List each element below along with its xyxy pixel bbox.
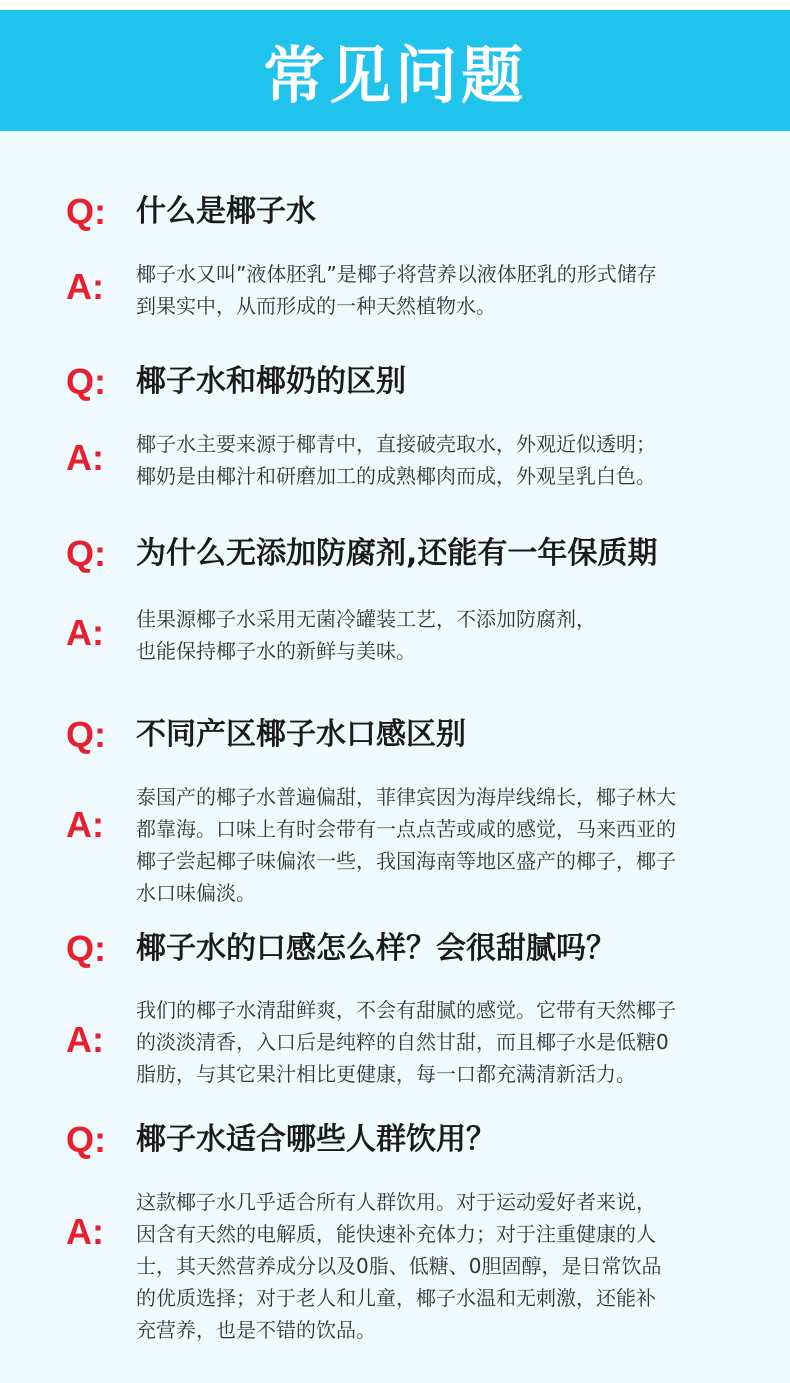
answer-line: 这款椰子水几乎适合所有人群饮用。对于运动爱好者来说， (136, 1190, 656, 1214)
answer-line: 椰奶是由椰汁和研磨加工的成熟椰肉而成，外观呈乳白色。 (136, 464, 656, 488)
answer-line: 充营养，也是不错的饮品。 (136, 1318, 376, 1342)
page-title: 常见问题 (262, 39, 527, 112)
answer-line: 椰子水主要来源于椰青中，直接破壳取水，外观近似透明； (136, 432, 656, 456)
answer-line: 椰子尝起椰子味偏浓一些，我国海南等地区盛产的椰子，椰子 (136, 849, 676, 873)
answer-text (136, 994, 736, 1090)
answer-line: 到果实中，从而形成的一种天然植物水。 (136, 294, 496, 318)
answer-line: 都靠海。口味上有时会带有一点点苦或咸的感觉，马来西亚的 (136, 817, 676, 841)
answer-text (136, 258, 736, 322)
answer-text (136, 603, 736, 667)
answer-text (136, 781, 736, 909)
answer-line: 的优质选择；对于老人和儿童，椰子水温和无刺激，还能补 (136, 1286, 656, 1310)
answer-line: 水口味偏淡。 (136, 881, 256, 905)
answer-mark: A: (66, 437, 104, 478)
question-text: 为什么无添加防腐剂,还能有一年保质期 (136, 536, 658, 571)
question-mark: Q: (66, 714, 106, 755)
question-text: 什么是椰子水 (136, 194, 316, 229)
answer-mark: A: (66, 266, 104, 307)
top-strip (0, 0, 790, 10)
question-mark: Q: (66, 533, 106, 574)
answer-line: 椰子水又叫”液体胚乳”是椰子将营养以液体胚乳的形式储存 (136, 262, 657, 286)
question-text: 不同产区椰子水口感区别 (136, 717, 466, 752)
page-header (0, 10, 790, 131)
answer-line: 的淡淡清香，入口后是纯粹的自然甘甜，而且椰子水是低糖0 (136, 1030, 669, 1054)
answer-mark: A: (66, 1211, 104, 1252)
answer-text (136, 1186, 736, 1346)
question-text: 椰子水和椰奶的区别 (136, 364, 406, 399)
answer-line: 脂肪，与其它果汁相比更健康，每一口都充满清新活力。 (136, 1062, 636, 1086)
question-mark: Q: (66, 191, 106, 232)
answer-line: 士，其天然营养成分以及0脂、低糖、0胆固醇，是日常饮品 (136, 1254, 662, 1278)
answer-mark: A: (66, 612, 104, 653)
question-mark: Q: (66, 361, 106, 402)
answer-line: 也能保持椰子水的新鲜与美味。 (136, 639, 416, 663)
answer-text (136, 428, 736, 492)
question-text: 椰子水适合哪些人群饮用？ (136, 1122, 496, 1157)
question-text: 椰子水的口感怎么样？会很甜腻吗？ (136, 931, 616, 966)
answer-mark: A: (66, 804, 104, 845)
answer-line: 佳果源椰子水采用无菌冷罐装工艺，不添加防腐剂， (136, 607, 596, 631)
answer-line: 我们的椰子水清甜鲜爽，不会有甜腻的感觉。它带有天然椰子 (136, 998, 676, 1022)
answer-mark: A: (66, 1019, 104, 1060)
answer-line: 因含有天然的电解质，能快速补充体力；对于注重健康的人 (136, 1222, 656, 1246)
question-mark: Q: (66, 1119, 106, 1160)
question-mark: Q: (66, 928, 106, 969)
answer-line: 泰国产的椰子水普遍偏甜，菲律宾因为海岸线绵长，椰子林大 (136, 785, 676, 809)
